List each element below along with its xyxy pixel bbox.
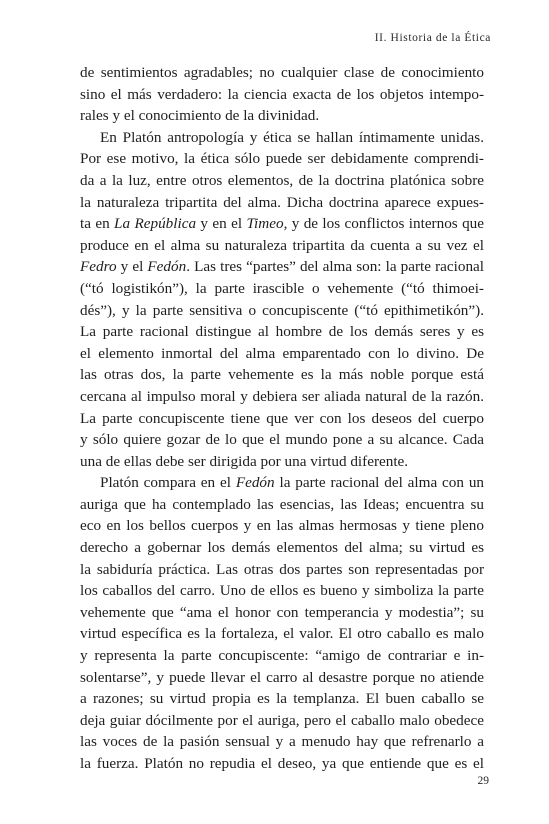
text-line: [80, 278, 484, 300]
text-line: [80, 408, 484, 430]
text-line: [80, 105, 484, 127]
text-line: [80, 386, 484, 408]
text-segment: auriga que ha contemplado las esencias, las Ideas; encuentra su: [80, 495, 484, 513]
text-segment: derecho a gobernar los demás elementos del alma; su virtud es: [80, 539, 484, 557]
text-line: [80, 256, 484, 278]
text-line: [80, 235, 484, 257]
text-segment: virtud específica es la fortaleza, el valor. El otro caballo es malo: [80, 625, 484, 643]
text-segment: produce en el alma su naturaleza tripartita da cuenta a su vez el: [80, 236, 484, 254]
text-line: [80, 645, 484, 667]
text-segment: las otras dos, la parte vehemente es la más noble porque está: [80, 366, 484, 384]
text-line: [80, 127, 484, 149]
text-line: [80, 494, 484, 516]
running-head: II. Historia de la Ética: [374, 32, 491, 44]
body-text: [80, 62, 484, 775]
italic-title: Timeo: [246, 215, 284, 233]
text-line: [80, 84, 484, 106]
text-segment: sino el más verdadero: la ciencia exacta de los objetos intempo-: [80, 85, 484, 103]
italic-title: Fedro: [80, 258, 117, 276]
text-line: [80, 472, 484, 494]
text-line: [80, 451, 484, 473]
text-line: [80, 515, 484, 537]
text-segment: ta en: [80, 215, 115, 233]
text-segment: cercana al impulso moral y debiera ser aliada natural de la razón.: [80, 387, 484, 405]
text-line: [80, 667, 484, 689]
text-segment: , y de los conflictos internos que: [283, 215, 485, 233]
text-segment: la fuerza. Platón no repudia el deseo, ya que entiende que es el: [80, 755, 484, 772]
text-segment: la naturaleza tripartita del alma. Dicha doctrina aparece expues-: [80, 193, 484, 211]
text-segment: y el: [116, 258, 148, 276]
text-segment: En Platón antropología y ética se hallan íntimamente unidas.: [100, 128, 484, 146]
text-segment: y en el: [196, 215, 247, 233]
text-segment: la parte racional del alma con un: [274, 474, 485, 492]
text-line: [80, 364, 484, 386]
text-segment: Platón compara en el: [100, 474, 236, 492]
text-segment: a razones; su virtud propia es la templanza. El buen caballo se: [80, 690, 484, 708]
text-line: [80, 710, 484, 732]
text-line: [80, 300, 484, 322]
text-segment: las voces de la pasión sensual y a menudo hay que refrenarlo a: [80, 733, 484, 751]
text-segment: una de ellas debe ser dirigida por una virtud diferente.: [80, 452, 409, 470]
text-segment: dés”), y la parte sensitiva o concupiscente (“tó epithimetikón”).: [80, 301, 484, 319]
text-line: [80, 580, 484, 602]
text-line: [80, 321, 484, 343]
text-line: [80, 429, 484, 451]
text-segment: (“tó logistikón”), la parte irascible o vehemente (“tó thimoei-: [80, 279, 484, 297]
text-line: [80, 623, 484, 645]
text-line: [80, 343, 484, 365]
text-line: [80, 537, 484, 559]
text-line: [80, 62, 484, 84]
text-segment: La parte racional distingue al hombre de los demás seres y es: [80, 323, 484, 341]
text-line: [80, 731, 484, 753]
text-line: [80, 148, 484, 170]
text-segment: rales y el conocimiento de la divinidad.: [80, 107, 320, 125]
text-line: [80, 559, 484, 581]
text-line: [80, 602, 484, 624]
text-segment: y representa la parte concupiscente: “amigo de contrariar e in-: [80, 647, 484, 665]
text-segment: . Las tres “partes” del alma son: la parte racional: [186, 258, 484, 276]
italic-title: Fedón: [235, 474, 275, 492]
text-segment: y sólo quiere gozar de lo que el mundo pone a su alcance. Cada: [80, 431, 484, 449]
text-line: [80, 170, 484, 192]
italic-title: Fedón: [147, 258, 187, 276]
text-segment: solentarse”, y puede llevar el carro al desastre porque no atiende: [80, 668, 484, 686]
text-segment: de sentimientos agradables; no cualquier clase de conocimiento: [80, 64, 484, 81]
text-segment: el elemento inmortal del alma emparentado con lo divino. De: [80, 344, 484, 362]
text-segment: los caballos del carro. Uno de ellos es bueno y simboliza la parte: [80, 582, 484, 600]
text-line: [80, 192, 484, 214]
text-segment: vehemente que “ama el honor con temperancia y modestia”; su: [80, 603, 484, 621]
text-line: [80, 213, 484, 235]
text-segment: La parte concupiscente tiene que ver con los deseos del cuerpo: [80, 409, 484, 427]
text-line: [80, 753, 484, 775]
italic-title: La República: [114, 215, 197, 233]
text-segment: Por ese motivo, la ética sólo puede ser debidamente comprendi-: [80, 150, 484, 168]
page-number: 29: [477, 775, 489, 787]
text-segment: eco en los bellos cuerpos y en las almas hermosas y tiene pleno: [80, 517, 484, 535]
text-line: [80, 688, 484, 710]
text-segment: da a la luz, entre otros elementos, de la doctrina platónica sobre: [80, 171, 484, 189]
text-segment: deja guiar dócilmente por el auriga, pero el caballo malo obedece: [80, 711, 484, 729]
text-segment: la sabiduría práctica. Las otras dos partes son representadas por: [80, 560, 484, 578]
